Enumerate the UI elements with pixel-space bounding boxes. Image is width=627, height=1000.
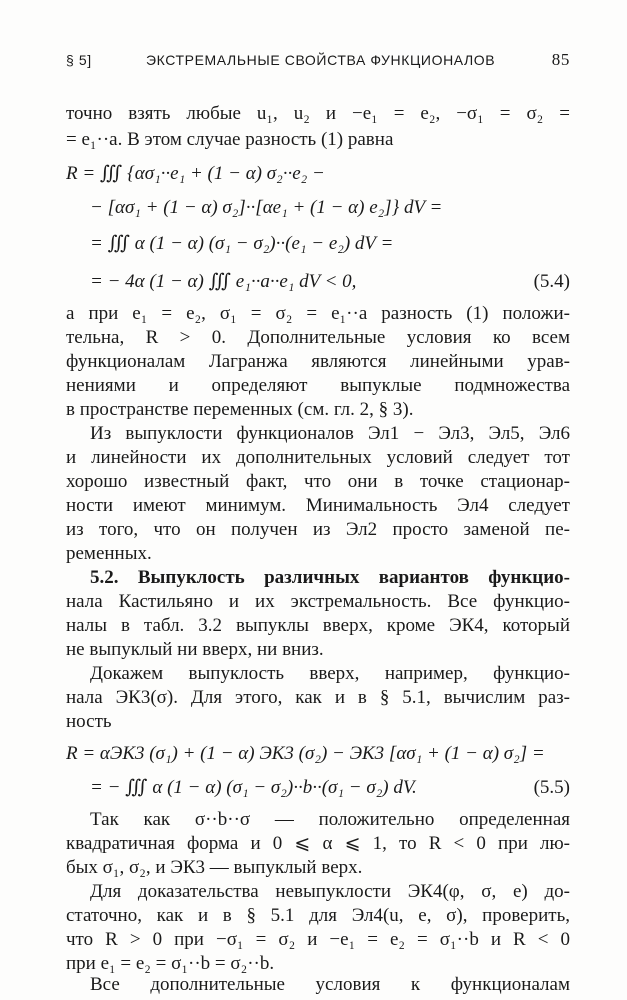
text-line: нала Кастильяно и их экстремальность. Все функцио- — [66, 591, 570, 612]
text-line: хорошо известный факт, что они в точке стационар- — [66, 471, 570, 492]
equation-number: (5.4) — [533, 271, 570, 292]
text-line: тельна, R > 0. Дополнительные условия ко всем — [66, 327, 570, 348]
chapter-title: ЭКСТРЕМАЛЬНЫЕ СВОЙСТВА ФУНКЦИОНАЛОВ — [146, 52, 496, 68]
text-line: = e₁··a. В этом случае разность (1) равна — [66, 129, 394, 150]
section-marker: § 5] — [66, 52, 92, 68]
text-line: точно взять любые u₁, u₂ и −e₁ = e₂, −σ₁ = σ₂ = — [66, 103, 570, 124]
equation-text: = − 4α (1 − α) ∭ e₁··a··e₁ dV < 0, — [90, 271, 357, 292]
text-line: статочно, как и в § 5.1 для Эл4(u, e, σ), проверить, — [66, 905, 570, 926]
text-line: нениями и определяют выпуклые подмножества — [66, 375, 570, 396]
text-line: Так как σ··b··σ — положительно определенная — [90, 809, 570, 830]
running-header — [66, 46, 570, 74]
text-line: из того, что он получен из Эл2 просто заменой пе- — [66, 519, 570, 540]
text-line: Из выпуклости функционалов Эл1 − Эл3, Эл5, Эл6 — [90, 423, 570, 444]
text-line: а при e₁ = e₂, σ₁ = σ₂ = e₁··a разность (1) положи- — [66, 303, 570, 324]
text-line: нала ЭК3(σ). Для этого, как и в § 5.1, вычислим раз- — [66, 687, 570, 708]
page-number: 85 — [551, 50, 570, 69]
equation-line-5-5 — [66, 774, 570, 802]
text-line: бых σ₁, σ₂, и ЭК3 — выпуклый верх. — [66, 857, 363, 878]
text-line: функционалам Лагранжа являются линейными урав- — [66, 351, 570, 372]
text-line: и линейности их дополнительных условий следует тот — [66, 447, 570, 468]
text-line: ности имеют минимум. Минимальность Эл4 следует — [66, 495, 570, 516]
subsection-heading: 5.2. Выпуклость различных вариантов функцио- — [90, 567, 570, 588]
text-line: в пространстве переменных (см. гл. 2, § 3). — [66, 399, 414, 420]
text-line: Все дополнительные условия к функционалам — [90, 974, 570, 995]
text-line: налы в табл. 3.2 выпуклы вверх, кроме ЭК4, который — [66, 615, 570, 636]
text-line: ность — [66, 711, 112, 732]
equation-line: R = αЭК3 (σ₁) + (1 − α) ЭК3 (σ₂) − ЭК3 [ασ₁ + (1 − α) σ₂] = — [66, 743, 545, 764]
equation-text: = − ∭ α (1 − α) (σ₁ − σ₂)··b··(σ₁ − σ₂) dV. — [90, 777, 417, 798]
text-line: при e₁ = e₂ = σ₁··b = σ₂··b. — [66, 953, 275, 974]
text-line: не выпуклый ни вверх, ни вниз. — [66, 639, 324, 660]
text-line: что R > 0 при −σ₁ = σ₂ и −e₁ = e₂ = σ₁··b и R < 0 — [66, 929, 570, 950]
equation-number: (5.5) — [533, 777, 570, 798]
equation-line: R = ∭ {ασ₁··e₁ + (1 − α) σ₂··e₂ − — [66, 163, 325, 184]
equation-line: = ∭ α (1 − α) (σ₁ − σ₂)··(e₁ − e₂) dV = — [90, 233, 394, 254]
text-line: Докажем выпуклость вверх, например, функцио- — [90, 663, 570, 684]
text-line: ременных. — [66, 543, 152, 564]
equation-line-5-4 — [66, 268, 570, 296]
equation-line: − [ασ₁ + (1 − α) σ₂]··[αe₁ + (1 − α) e₂]} dV = — [90, 197, 443, 218]
text-line: Для доказательства невыпуклости ЭК4(φ, σ, e) до- — [90, 881, 570, 902]
text-line: квадратичная форма и 0 ⩽ α ⩽ 1, то R < 0 при лю- — [66, 833, 570, 854]
